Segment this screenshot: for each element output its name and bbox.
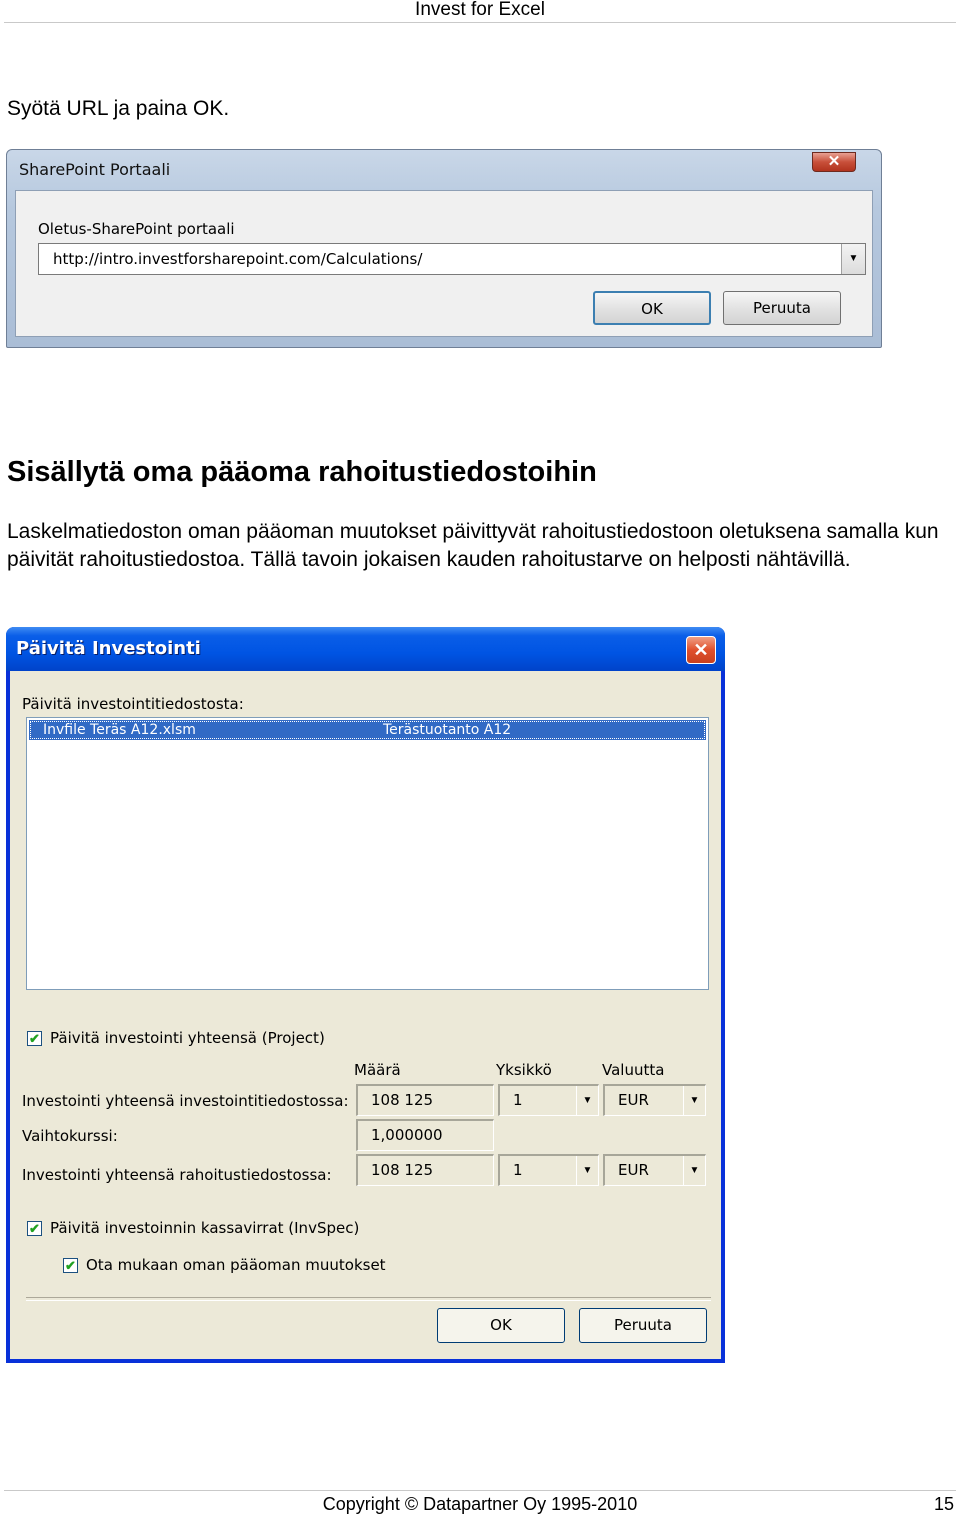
finance-file-amount-field <box>356 1154 494 1186</box>
file-list-label: Päivitä investointitiedostosta: <box>22 695 244 713</box>
page-header: Invest for Excel <box>415 0 545 20</box>
close-icon: ✕ <box>693 640 709 660</box>
close-icon: ✕ <box>827 153 841 170</box>
equity-checkbox[interactable] <box>63 1258 78 1273</box>
close-button[interactable] <box>812 152 856 172</box>
dropdown-button[interactable] <box>576 1156 598 1185</box>
cancel-button[interactable]: Peruuta <box>579 1308 707 1343</box>
invest-file-amount-value: 108 125 <box>371 1091 434 1109</box>
investment-file-list[interactable] <box>26 717 709 990</box>
dropdown-button[interactable] <box>683 1086 705 1115</box>
invest-file-unit-select[interactable] <box>498 1084 599 1116</box>
finance-file-currency-value: EUR <box>618 1161 649 1179</box>
chevron-down-icon: ▼ <box>689 1095 700 1106</box>
header-rule <box>4 22 956 23</box>
dialog-title: Päivitä Investointi <box>16 638 201 659</box>
dropdown-button[interactable] <box>841 244 865 274</box>
list-item-file: Invfile Teräs A12.xlsm <box>43 722 196 738</box>
dialog-client-area <box>10 671 721 1359</box>
invest-file-unit-value: 1 <box>513 1091 523 1109</box>
separator <box>26 1297 711 1301</box>
project-checkbox[interactable] <box>27 1031 42 1046</box>
dropdown-button[interactable] <box>576 1086 598 1115</box>
exchange-rate-field[interactable] <box>356 1119 494 1151</box>
dialog-title: SharePoint Portaali <box>19 160 171 179</box>
section-paragraph: Laskelmatiedoston oman pääoman muutokset päivittyvät rahoitustiedostoon oletuksena samalla kun päivität rahoitustiedostoa. Tällä tavoin jokaisen kauden rahoitustarve on helposti nähtävillä. <box>7 520 939 571</box>
finance-file-currency-select[interactable] <box>603 1154 706 1186</box>
invest-file-currency-value: EUR <box>618 1091 649 1109</box>
section-heading: Sisällytä oma pääoma rahoitustiedostoihin <box>7 456 597 488</box>
cashflow-checkbox[interactable] <box>27 1221 42 1236</box>
equity-checkbox-label: Ota mukaan oman pääoman muutokset <box>86 1256 386 1274</box>
intro-text: Syötä URL ja paina OK. <box>7 97 230 120</box>
ok-button[interactable]: OK <box>437 1308 565 1343</box>
invest-file-amount-field <box>356 1084 494 1116</box>
exchange-rate-value: 1,000000 <box>371 1126 443 1144</box>
finance-file-unit-select[interactable] <box>498 1154 599 1186</box>
sharepoint-portal-dialog <box>6 149 882 348</box>
ok-button[interactable]: OK <box>593 291 711 325</box>
amount-column-header: Määrä <box>354 1061 401 1079</box>
page-number: 15 <box>933 1494 954 1514</box>
update-investment-dialog <box>6 627 725 1363</box>
checkmark-icon: ✔ <box>65 1258 76 1273</box>
list-item[interactable] <box>29 720 706 740</box>
portal-field-label: Oletus-SharePoint portaali <box>38 220 235 238</box>
list-item-name: Terästuotanto A12 <box>383 722 512 738</box>
dialog-client-area <box>15 190 873 337</box>
finance-file-total-label: Investointi yhteensä rahoitustiedostossa: <box>22 1166 332 1184</box>
finance-file-unit-value: 1 <box>513 1161 523 1179</box>
finance-file-amount-value: 108 125 <box>371 1161 434 1179</box>
portal-url-combobox[interactable] <box>38 243 866 275</box>
currency-column-header: Valuutta <box>602 1061 665 1079</box>
chevron-down-icon: ▼ <box>582 1095 593 1106</box>
checkmark-icon: ✔ <box>29 1221 40 1236</box>
close-button[interactable] <box>686 636 716 664</box>
footer-rule <box>4 1490 956 1491</box>
cancel-button[interactable]: Peruuta <box>723 291 841 325</box>
portal-url-value: http://intro.investforsharepoint.com/Calculations/ <box>53 250 423 268</box>
chevron-down-icon: ▼ <box>848 253 859 264</box>
cashflow-checkbox-label: Päivitä investoinnin kassavirrat (InvSpec) <box>50 1219 360 1237</box>
unit-column-header: Yksikkö <box>496 1061 552 1079</box>
exchange-rate-label: Vaihtokurssi: <box>22 1127 118 1145</box>
dropdown-button[interactable] <box>683 1156 705 1185</box>
project-checkbox-label: Päivitä investointi yhteensä (Project) <box>50 1029 325 1047</box>
footer-copyright: Copyright © Datapartner Oy 1995-2010 <box>322 1494 638 1514</box>
checkmark-icon: ✔ <box>29 1031 40 1046</box>
chevron-down-icon: ▼ <box>582 1165 593 1176</box>
invest-file-total-label: Investointi yhteensä investointitiedostossa: <box>22 1092 349 1110</box>
chevron-down-icon: ▼ <box>689 1165 700 1176</box>
invest-file-currency-select[interactable] <box>603 1084 706 1116</box>
title-bar <box>6 627 725 671</box>
